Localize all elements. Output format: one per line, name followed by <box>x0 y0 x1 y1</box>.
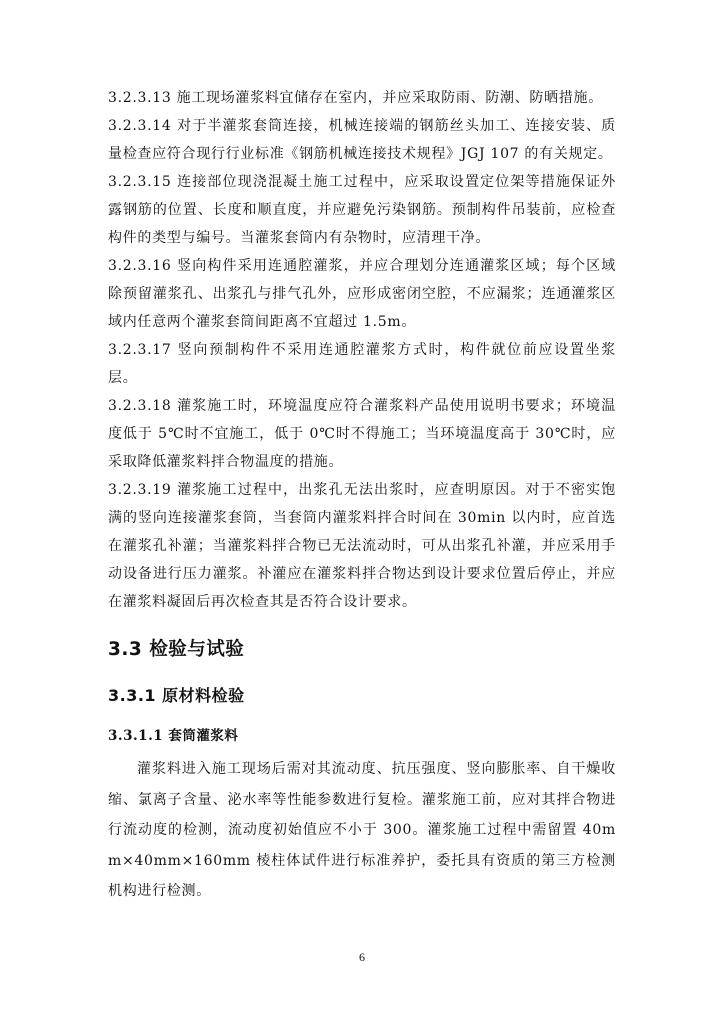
subsection-heading: 3.3.1 原材料检验 <box>108 686 245 705</box>
clause-3-2-3-13: 3.2.3.13 施工现场灌浆料宜储存在室内，并应采取防雨、防潮、防晒措施。 <box>108 90 603 106</box>
clause-3-2-3-16: 3.2.3.16 竖向构件采用连通腔灌浆，并应合理划分连通灌浆区域；每个区域除预留灌浆孔、出浆孔与排气孔外，应形成密闭空腔，不应漏浆；连通灌浆区域内任意两个灌浆套筒间距离不宜超过 1.5m。 <box>108 258 616 330</box>
clause-3-2-3-15: 3.2.3.15 连接部位现浇混凝土施工过程中，应采取设置定位架等措施保证外露钢筋的位置、长度和顺直度，并应避免污染钢筋。预制构件吊装前，应检查构件的类型与编号。当灌浆套筒内有杂物时，应清理干净。 <box>108 174 616 246</box>
item-body: 灌浆料进入施工现场后需对其流动度、抗压强度、竖向膨胀率、自干燥收缩、氯离子含量、泌水率等性能参数进行复检。灌浆施工前，应对其拌合物进行流动度的检测，流动度初始值应不小于 300。灌浆施工过程中需留置 40mm×40mm×160mm 棱柱体试件进行标准养护，委托具有资质的第三方检测机构进行检测。 <box>108 761 616 899</box>
clause-list <box>108 84 616 616</box>
clause-3-2-3-18: 3.2.3.18 灌浆施工时，环境温度应符合灌浆料产品使用说明书要求；环境温度低于 5℃时不宜施工，低于 0℃时不得施工；当环境温度高于 30℃时，应采取降低灌浆料拌合物温度的措施。 <box>108 398 616 470</box>
clause-3-2-3-19: 3.2.3.19 灌浆施工过程中，出浆孔无法出浆时，应查明原因。对于不密实饱满的竖向连接灌浆套筒，当套筒内灌浆料拌合时间在 30min 以内时，应首选在灌浆孔补灌；当灌浆料拌合物已无法流动时，可从出浆孔补灌，并应采用手动设备进行压力灌浆。补灌应在灌浆料拌合物达到设计要求位置后停止，并应在灌浆料凝固后再次检查其是否符合设计要求。 <box>108 482 616 610</box>
page-number: 6 <box>359 950 365 964</box>
clause-3-2-3-17: 3.2.3.17 竖向预制构件不采用连通腔灌浆方式时，构件就位前应设置坐浆层。 <box>108 342 616 386</box>
item-title: 3.3.1.1 套筒灌浆料 <box>108 728 239 744</box>
item-body-block <box>108 754 616 907</box>
section-heading: 3.3 检验与试验 <box>108 639 245 660</box>
clause-3-2-3-14: 3.2.3.14 对于半灌浆套筒连接，机械连接端的钢筋丝头加工、连接安装、质量检查应符合现行行业标准《钢筋机械连接技术规程》JGJ 107 的有关规定。 <box>108 118 616 162</box>
